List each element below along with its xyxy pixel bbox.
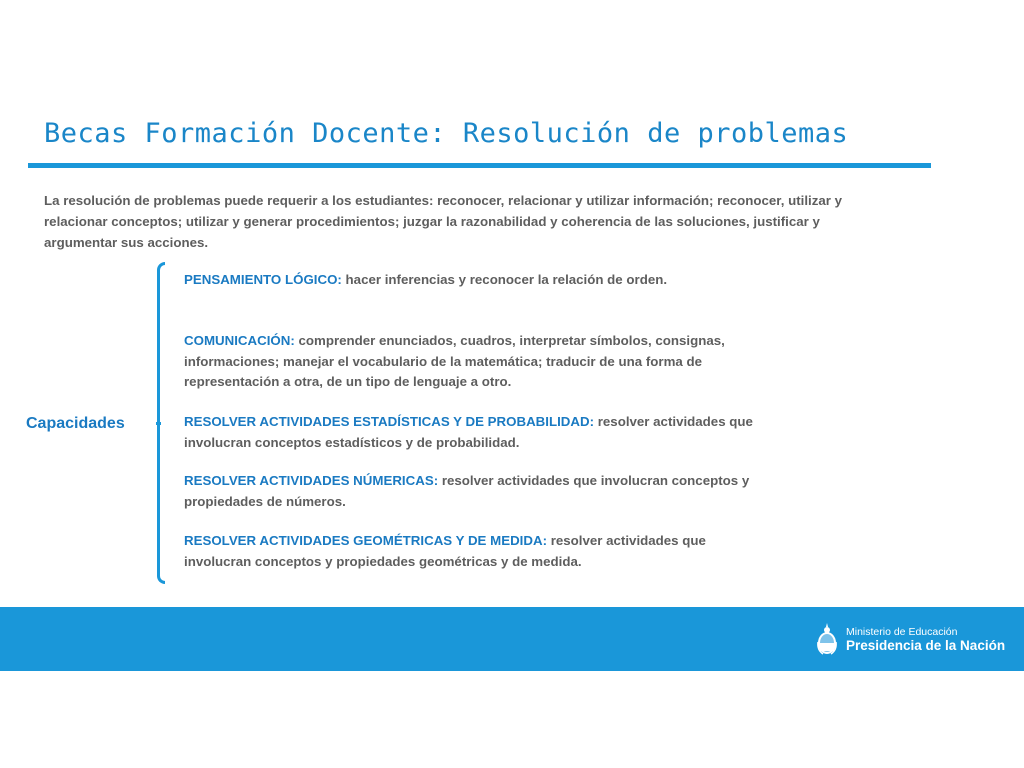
argentina-coat-of-arms-icon	[816, 622, 838, 656]
capacidades-label: Capacidades	[26, 415, 125, 432]
list-item-geometricas	[184, 531, 774, 572]
item-key: RESOLVER ACTIVIDADES NÚMERICAS:	[184, 473, 439, 488]
item-key: COMUNICACIÓN:	[184, 333, 295, 348]
intro-paragraph: La resolución de problemas puede requerir a los estudiantes: reconocer, relacionar y utilizar información; reconocer, utilizar y relacionar conceptos; utilizar y generar procedimientos; juzgar la razonabilidad y coherencia de las soluciones, justificar y argumentar sus acciones.	[44, 193, 843, 250]
list-item-numericas	[184, 471, 759, 512]
item-text: resolver actividades que involucran conceptos y propiedades de números.	[184, 473, 750, 509]
item-text: resolver actividades que involucran conceptos y propiedades geométricas y de medida.	[184, 533, 706, 569]
brace-tick	[156, 422, 161, 425]
presidencia-label: Presidencia de la Nación	[846, 638, 1006, 653]
page-title: Becas Formación Docente: Resolución de problemas	[44, 118, 849, 149]
ministerio-label: Ministerio de Educación	[846, 626, 958, 638]
item-text: comprender enunciados, cuadros, interpretar símbolos, consignas, informaciones; manejar el vocabulario de la matemática; traducir de una forma de representación a otra, de un tipo de lenguaje a otro.	[184, 333, 725, 389]
title-underline	[28, 163, 931, 168]
list-item-estadisticas	[184, 412, 759, 453]
item-key: PENSAMIENTO LÓGICO:	[184, 272, 342, 287]
ministerio-logo	[816, 622, 1006, 658]
item-key: RESOLVER ACTIVIDADES ESTADÍSTICAS Y DE PROBABILIDAD:	[184, 414, 595, 429]
list-item-comunicacion	[184, 331, 744, 393]
item-key: RESOLVER ACTIVIDADES GEOMÉTRICAS Y DE MEDIDA:	[184, 533, 547, 548]
item-text: hacer inferencias y reconocer la relación de orden.	[341, 272, 668, 287]
list-item-pensamiento	[184, 270, 744, 291]
item-text: resolver actividades que involucran conceptos estadísticos y de probabilidad.	[184, 414, 753, 450]
